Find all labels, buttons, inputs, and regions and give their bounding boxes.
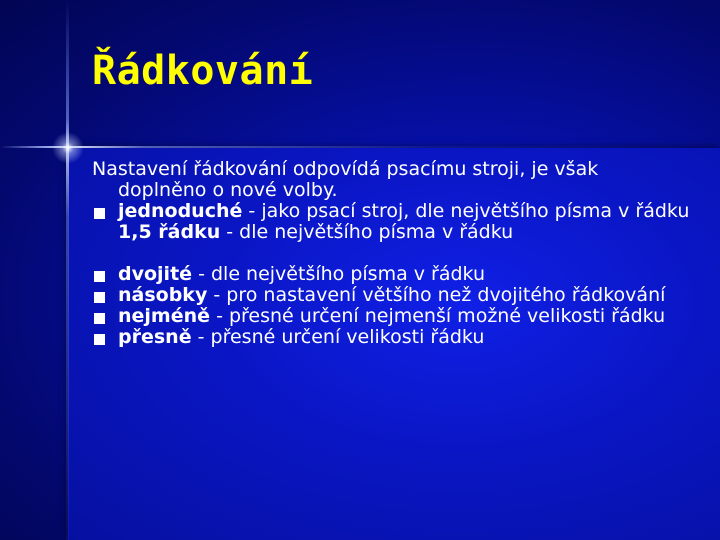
list-subitem [118, 222, 692, 243]
item-description: - jako psací stroj, dle největšího písma v řádku [242, 200, 690, 222]
square-bullet-icon [94, 313, 105, 324]
item-description: - dle největšího písma v řádku [192, 263, 486, 285]
item-term: přesně [118, 326, 192, 348]
slide-body [92, 159, 692, 348]
list-item [92, 285, 692, 306]
item-term: 1,5 řádku [118, 221, 221, 243]
list-item [92, 264, 692, 285]
square-bullet-icon [94, 292, 105, 303]
item-description: - pro nastavení většího než dvojitého řádkování [207, 284, 666, 306]
item-term: jednoduché [118, 200, 243, 222]
decorative-horizontal-line [0, 146, 720, 148]
spacer [92, 243, 692, 264]
square-bullet-icon [94, 208, 105, 219]
decorative-vertical-line [66, 0, 69, 540]
list-item [92, 201, 692, 243]
intro-paragraph: Nastavení řádkování odpovídá psacímu stroji, je však doplněno o nové volby. [92, 158, 599, 201]
list-item [92, 327, 692, 348]
square-bullet-icon [94, 334, 105, 345]
slide-title: Řádkování [92, 48, 314, 94]
item-term: nejméně [118, 305, 211, 327]
item-term: dvojité [118, 263, 193, 285]
item-term: násobky [118, 284, 208, 306]
list-item [92, 306, 692, 327]
light-flare-icon [52, 132, 84, 164]
square-bullet-icon [94, 271, 105, 282]
item-description: - dle největšího písma v řádku [220, 221, 514, 243]
item-description: - přesné určení velikosti řádku [191, 326, 485, 348]
item-description: - přesné určení nejmenší možné velikosti řádku [210, 305, 666, 327]
